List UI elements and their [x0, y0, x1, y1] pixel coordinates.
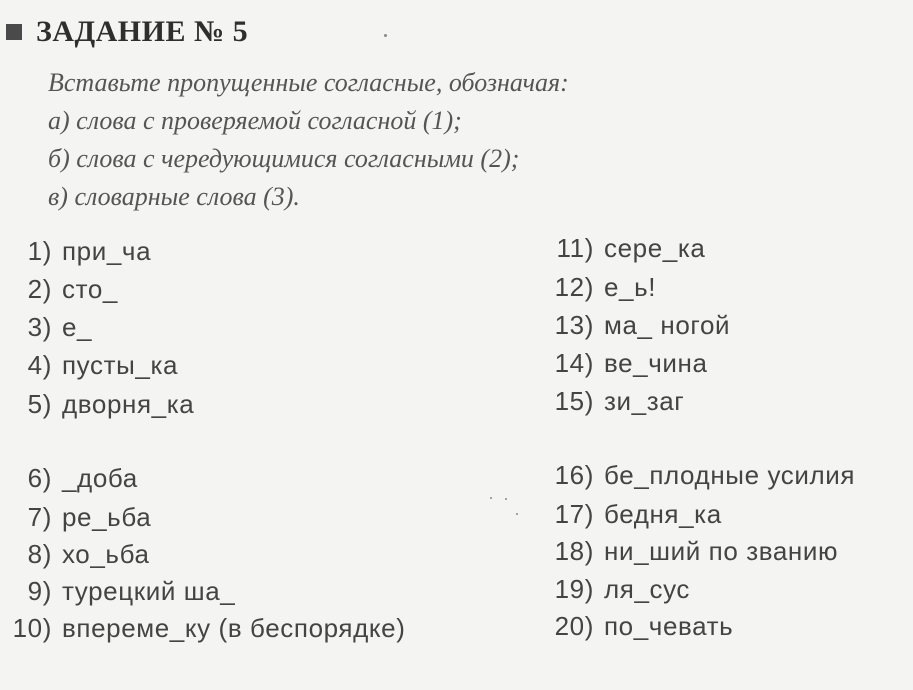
item-number: 7) [27, 502, 52, 532]
item-number: 17) [554, 499, 594, 529]
item-word: хо_ьба [62, 539, 150, 569]
print-speck [505, 498, 507, 500]
item-number: 3) [27, 312, 52, 342]
exercise-item [4, 500, 151, 534]
exercise-item [4, 574, 235, 608]
task-title: ЗАДАНИЕ № 5 [36, 15, 249, 48]
item-word: пусты_ка [62, 350, 179, 380]
item-number: 16) [554, 460, 594, 490]
item-word: ля_сус [604, 574, 691, 604]
item-number: 12) [554, 272, 594, 302]
item-word: ма_ ногой [604, 310, 731, 340]
exercise-item [536, 384, 684, 418]
exercise-item [4, 234, 151, 268]
exercise-item [536, 497, 722, 531]
item-word: ве_чина [604, 348, 708, 378]
print-speck [490, 497, 492, 499]
item-number: 20) [554, 611, 594, 641]
item-number: 8) [27, 539, 52, 569]
item-number: 4) [27, 350, 52, 380]
item-number: 19) [554, 574, 594, 604]
instruction-line: а) слова с проверяемой согласной (1); [48, 106, 462, 135]
item-number: 14) [554, 348, 594, 378]
exercise-item [536, 458, 855, 492]
task-header [6, 14, 248, 50]
exercise-item [536, 609, 733, 643]
exercise-item [4, 310, 92, 344]
item-word: е_ [62, 312, 93, 342]
item-number: 1) [27, 236, 52, 266]
instruction-line: б) слова с чередующимися согласными (2); [48, 144, 520, 173]
exercise-item [536, 308, 730, 342]
item-number: 6) [27, 463, 52, 493]
item-word: сто_ [62, 274, 118, 304]
exercise-item [536, 231, 705, 265]
item-word: по_чевать [604, 611, 734, 641]
exercise-item [4, 461, 138, 495]
instructions-block [48, 64, 569, 216]
exercise-item [536, 572, 690, 606]
item-number: 13) [554, 310, 594, 340]
exercise-item [4, 272, 118, 306]
exercise-item [536, 270, 656, 304]
item-number: 15) [554, 386, 594, 416]
exercise-item [4, 537, 150, 571]
item-number: 9) [27, 576, 52, 606]
item-word: ни_ший по званию [604, 536, 839, 566]
item-word: сере_ка [604, 233, 706, 263]
item-number: 18) [554, 536, 594, 566]
item-word: дворня_ка [62, 389, 195, 419]
item-word: впереме_ку (в беспорядке) [62, 613, 406, 643]
exercise-item [4, 387, 194, 421]
item-word: ре_ьба [62, 502, 152, 532]
item-word: при_ча [62, 236, 152, 266]
item-number: 11) [556, 233, 594, 263]
item-number: 5) [27, 389, 52, 419]
item-word: бедня_ка [604, 499, 722, 529]
bullet-square-icon [6, 24, 22, 40]
item-word: е_ь! [604, 272, 657, 302]
exercise-item [536, 534, 838, 568]
exercise-item [536, 346, 708, 380]
exercise-item [4, 611, 405, 645]
item-word: турецкий ша_ [62, 576, 236, 606]
print-speck [516, 513, 518, 515]
item-number: 2) [27, 274, 52, 304]
instruction-line: Вставьте пропущенные согласные, обозначая: [48, 68, 569, 97]
print-speck [384, 34, 387, 37]
exercise-item [4, 348, 178, 382]
instruction-line: в) словарные слова (3). [48, 182, 300, 211]
item-word: бе_плодные усилия [604, 460, 856, 490]
item-word: _доба [62, 463, 138, 493]
item-number: 10) [12, 613, 52, 643]
item-word: зи_заг [604, 386, 685, 416]
